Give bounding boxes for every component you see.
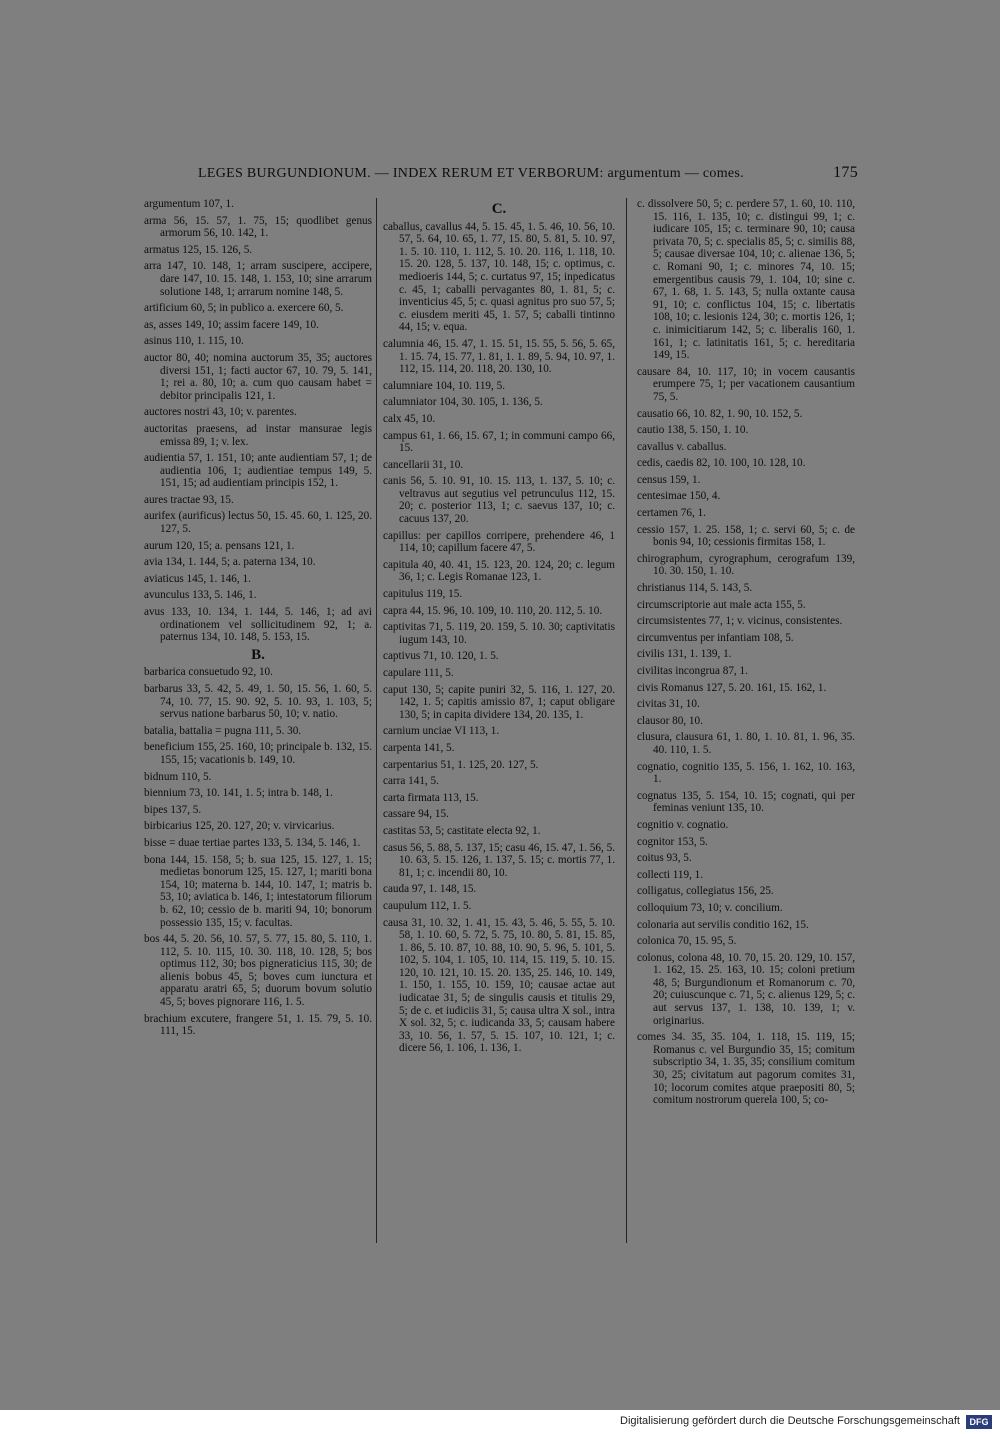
index-entry: circumscriptorie aut male acta 155, 5. [637, 598, 806, 611]
index-entry: centesimae 150, 4. [637, 490, 721, 503]
index-entry: bos 44, 5. 20. 56, 10. 57, 5. 77, 15. 80, 5. 110, 1. 112, 5. 10. 115, 10. 30. 118, 10. 128, 5; bos optimus 112, 30; bos pigneraticius 115, 30; de alienis bobus 45, 5; boves cum iunctura et apparatu aratri 65, 5; duorum bovum solutio 45, 5; boves pignorare 116, 1. 5. [144, 933, 372, 1009]
index-entry: cognitio v. cognatio. [637, 818, 729, 831]
index-entry: colloquium 73, 10; v. concilium. [637, 901, 783, 914]
index-entry: coitus 93, 5. [637, 852, 692, 865]
index-entry: asinus 110, 1. 115, 10. [144, 335, 244, 348]
index-entry: capillus: per capillos corripere, prehendere 46, 1 114, 10; capillum facere 47, 5. [383, 529, 615, 555]
index-column-1 [144, 198, 372, 1042]
index-entry: aurum 120, 15; a. pensans 121, 1. [144, 539, 295, 552]
index-entry: cautio 138, 5. 150, 1. 10. [637, 424, 749, 437]
index-entry: brachium excutere, frangere 51, 1. 15. 79, 5. 10. 111, 15. [144, 1012, 372, 1038]
column-divider [376, 198, 377, 1243]
index-entry: bona 144, 15. 158, 5; b. sua 125, 15. 127, 1. 15; medietas bonorum 125, 15. 127, 1; mariti bona 154, 10; materna b. 144, 10. 147, 1; matris b. 53, 10; aviatica b. 146, 1; intestatorum filiorum b. 62, 10; cessio de b. mariti 94, 10; bonorum possessio 135, 15; v. facultas. [144, 853, 372, 929]
dfg-logo: DFG [966, 1415, 992, 1429]
index-entry: aurifex (aurificus) lectus 50, 15. 45. 60, 1. 125, 20. 127, 5. [144, 510, 372, 536]
index-entry: circumventus per infantiam 108, 5. [637, 631, 794, 644]
index-entry: castitas 53, 5; castitate electa 92, 1. [383, 824, 541, 837]
index-entry: civitas 31, 10. [637, 698, 700, 711]
index-entry: armatus 125, 15. 126, 5. [144, 243, 253, 256]
index-entry: circumsistentes 77, 1; v. vicinus, consistentes. [637, 615, 843, 628]
index-entry: biennium 73, 10. 141, 1. 5; intra b. 148, 1. [144, 787, 333, 800]
index-entry: cognatus 135, 5. 154, 10. 15; cognati, qui per feminas veniunt 135, 10. [637, 789, 855, 815]
index-entry: caupulum 112, 1. 5. [383, 899, 472, 912]
index-entry: calumniator 104, 30. 105, 1. 136, 5. [383, 396, 543, 409]
index-entry: as, asses 149, 10; assim facere 149, 10. [144, 318, 319, 331]
index-entry: beneficium 155, 25. 160, 10; principale b. 132, 15. 155, 15; vacationis b. 149, 10. [144, 741, 372, 766]
index-entry: capulare 111, 5. [383, 667, 454, 679]
index-entry: cavallus v. caballus. [637, 440, 727, 453]
index-entry: clusura, clausura 61, 1. 80, 1. 10. 81, 1. 96, 35. 40. 110, 1. 5. [637, 731, 855, 756]
index-entry: avia 134, 1. 144, 5; a. paterna 134, 10. [144, 556, 316, 569]
index-entry: bipes 137, 5. [144, 803, 202, 816]
index-entry: caput 130, 5; capite puniri 32, 5. 116, 1. 127, 20. 142, 1. 5; capitis amissio 87, 1; caput obligare 130, 5; in capita dividere 134, 20. 135, 1. [383, 683, 615, 721]
index-entry: cauda 97, 1. 148, 15. [383, 883, 477, 896]
index-entry: avunculus 133, 5. 146, 1. [144, 589, 257, 602]
index-entry: carpentarius 51, 1. 125, 20. 127, 5. [383, 758, 539, 771]
section-letter: B. [251, 646, 265, 663]
index-entry: calx 45, 10. [383, 412, 436, 425]
index-entry: auctoritas praesens, ad instar mansurae legis emissa 89, 1; v. lex. [144, 422, 372, 448]
index-entry: colonaria aut servilis conditio 162, 15. [637, 918, 809, 931]
index-entry: cancellarii 31, 10. [383, 458, 464, 471]
index-entry: civilis 131, 1. 139, 1. [637, 648, 732, 661]
index-entry: carpenta 141, 5. [383, 741, 455, 754]
index-entry: causa 31, 10. 32, 1. 41, 15. 43, 5. 46, 5. 55, 5. 10. 58, 1. 10. 60, 5. 72, 5. 75, 10. 80, 5. 81, 15. 85, 1. 86, 5. 10. 87, 10. 88, 10. 90, 5. 96, 5. 101, 5. 102, 5. 104, 1. 105, 10. 114, 15. 119, 5. 10. 15. 120, 10. 121, 10. 15. 20. 135, 25. 146, 10. 149, 1. 150, 1. 155, 10. 159, 10; causae actae aut iudicatae 31, 5; de singulis causis et titulis 29, 5; de c. et iudiciis 31, 5; causa ultra X sol., intra X sol. 32, 5; c. iudicanda 33, 5; causam habere 33, 10. 56, 1. 57, 5. 15. 107, 10. 121, 1; c. dicere 56, 1. 106, 1. 136, 1. [383, 916, 615, 1055]
index-entry: calumniare 104, 10. 119, 5. [383, 379, 505, 392]
index-entry: aures tractae 93, 15. [144, 493, 234, 506]
index-entry: clausor 80, 10. [637, 714, 703, 727]
index-entry: colonus, colona 48, 10. 70, 15. 20. 129, 10. 157, 1. 162, 15. 25. 163, 10. 15; coloni pretium 48, 5; Burgundionum et Romanorum c. 70, 20; cuiuscunque c. 71, 5; c. alienus 129, 5; c. aut servus 137, 1. 138, 10. 139, 1; v. originarius. [637, 951, 855, 1027]
index-entry: aviaticus 145, 1. 146, 1. [144, 572, 251, 585]
index-entry: artificium 60, 5; in publico a. exercere 60, 5. [144, 302, 344, 315]
index-entry: argumentum 107, 1. [144, 198, 234, 210]
index-entry: c. dissolvere 50, 5; c. perdere 57, 1. 60, 10. 110, 15. 116, 1. 135, 10; c. distingui 99, 1; c. iudicare 105, 15; c. terminare 90, 10; causa privata 70, 5; c. specialis 85, 5; c. similis 88, 5; causae diversae 104, 10; c. alienae 136, 5; c. Romani 90, 1; c. minores 74, 10. 15; emergentibus causis 79, 1. 104, 10; sine c. 67, 1. 68, 1. 5. 143, 5; nulla oxtante causa 91, 10; c. conflictus 104, 15; c. libertatis 108, 10; c. lesionis 124, 30; c. mortis 126, 1; c. inimicitiarum 142, 5; c. liberalis 160, 1. 161, 1; c. latinitatis 161, 5; c. hereditaria 149, 15. [637, 198, 855, 362]
index-entry: carnium unciae VI 113, 1. [383, 725, 500, 738]
index-entry: collecti 119, 1. [637, 868, 704, 881]
footer-bar [0, 1410, 1000, 1434]
index-entry: captivitas 71, 5. 119, 20. 159, 5. 10. 30; captivitatis iugum 143, 10. [383, 621, 615, 646]
index-entry: arma 56, 15. 57, 1. 75, 15; quodlibet genus armorum 56, 10. 142, 1. [144, 214, 372, 240]
index-entry: carra 141, 5. [383, 775, 439, 788]
index-entry: auctor 80, 40; nomina auctorum 35, 35; auctores diversi 151, 1; facti auctor 67, 10. 79, 5. 141, 1; rei a. 80, 10; a. cum quo causam habet = debitor principalis 121, 1. [144, 351, 372, 402]
index-entry: casus 56, 5. 88, 5. 137, 15; casu 46, 15. 47, 1. 56, 5. 10. 63, 5. 15. 126, 1. 137, 5. 15; c. mortis 77, 1. 81, 1; c. incendii 80, 10. [383, 841, 615, 879]
index-entry: chirographum, cyrographum, cerografum 139, 10. 30. 150, 1. 10. [637, 552, 855, 578]
index-entry: campus 61, 1. 66, 15. 67, 1; in communi campo 66, 15. [383, 429, 615, 455]
index-entry: bisse = duae tertiae partes 133, 5. 134, 5. 146, 1. [144, 836, 361, 849]
index-entry: bidnum 110, 5. [144, 770, 212, 783]
funding-note: Digitalisierung gefördert durch die Deutsche Forschungsgemeinschaft [620, 1415, 960, 1427]
index-entry: certamen 76, 1. [637, 507, 706, 520]
index-entry: comes 34. 35, 35. 104, 1. 118, 15. 119, 15; Romanus c. vel Burgundio 35, 15; comitum subscriptio 34, 1. 35, 35; consilium comitum 30, 25; civitatum aut pagorum comites 31, 10; locorum comites atque praepositi 80, 5; comitum nostrorum querela 100, 5; co- [637, 1031, 855, 1107]
index-entry: carta firmata 113, 15. [383, 791, 479, 804]
index-entry: canis 56, 5. 10. 91, 10. 15. 113, 1. 137, 5. 10; c. veltravus aut segutius vel petrunculus 112, 15. 20; c. posterior 113, 1; c. saevus 137, 10; c. cacuus 137, 20. [383, 475, 615, 526]
index-entry: cassare 94, 15. [383, 808, 449, 821]
index-entry: caballus, cavallus 44, 5. 15. 45, 1. 5. 46, 10. 56, 10. 57, 5. 64, 10. 65, 1. 77, 15. 80, 5. 81, 5. 10. 97, 1. 5. 10. 110, 1. 112, 5. 10. 20. 116, 1. 118, 10. 15. 20. 128, 5. 137, 10. 148, 15; c. optimus, c. medioeris 144, 5; c. curtatus 97, 15; inpedicatus c. 45, 1; caballi pervagantes 80, 1. 81, 5; c. inventicius 45, 5; c. quasi agnitus pro suo 57, 5; c. eiusdem meriti 45, 1. 57, 5; caballi tintinno 44, 15; v. equa. [383, 220, 615, 334]
index-entry: avus 133, 10. 134, 1. 144, 5. 146, 1; ad avi ordinationem vel sollicitudinem 92, 1; a. paternus 134, 10. 148, 5. 153, 15. [144, 606, 372, 644]
running-title: LEGES BURGUNDIONUM. — INDEX RERUM ET VERBORUM: argumentum — comes. [198, 166, 744, 181]
index-entry: civis Romanus 127, 5. 20. 161, 15. 162, 1. [637, 681, 827, 694]
index-entry: barbarus 33, 5. 42, 5. 49, 1. 50, 15. 56, 1. 60, 5. 74, 10. 77, 15. 90. 92, 5. 10. 93, 1. 103, 5; servus natione barbarus 50, 10; v. natio. [144, 683, 372, 721]
index-entry: census 159, 1. [637, 473, 701, 486]
index-entry: capitulus 119, 15. [383, 588, 463, 601]
index-entry: causatio 66, 10. 82, 1. 90, 10. 152, 5. [637, 407, 803, 420]
column-divider [626, 198, 627, 1243]
section-letter: C. [491, 201, 507, 217]
index-entry: birbicarius 125, 20. 127, 20; v. virvicarius. [144, 820, 335, 833]
index-entry: capra 44, 15. 96, 10. 109, 10. 110, 20. 112, 5. 10. [383, 604, 603, 617]
index-entry: barbarica consuetudo 92, 10. [144, 666, 273, 679]
index-entry: cognatio, cognitio 135, 5. 156, 1. 162, 10. 163, 1. [637, 760, 855, 786]
index-entry: civilitas incongrua 87, 1. [637, 665, 748, 677]
index-entry: captivus 71, 10. 120, 1. 5. [383, 650, 499, 663]
index-entry: calumnia 46, 15. 47, 1. 15. 51, 15. 55, 5. 56, 5. 65, 1. 15. 74, 15. 77, 1. 81, 1. 1. 89, 5. 94, 10. 97, 1. 112, 15. 114, 20. 118, 20. 130, 10. [383, 337, 615, 376]
index-entry: cessio 157, 1. 25. 158, 1; c. servi 60, 5; c. de bonis 94, 10; cessionis firmitas 158, 1. [637, 523, 855, 549]
index-entry: capitula 40, 40. 41, 15. 123, 20. 124, 20; c. legum 36, 1; c. Legis Romanae 123, 1. [383, 558, 615, 584]
index-column-2 [383, 198, 615, 1059]
page-number: 175 [833, 164, 858, 181]
running-header [198, 164, 858, 186]
index-entry: cognitor 153, 5. [637, 835, 708, 848]
index-entry: auctores nostri 43, 10; v. parentes. [144, 406, 297, 419]
index-entry: colonica 70, 15. 95, 5. [637, 935, 737, 948]
index-entry: christianus 114, 5. 143, 5. [637, 582, 753, 595]
index-entry: colligatus, collegiatus 156, 25. [637, 885, 774, 898]
index-entry: cedis, caedis 82, 10. 100, 10. 128, 10. [637, 457, 806, 470]
index-entry: batalia, battalia = pugna 111, 5. 30. [144, 724, 302, 737]
index-entry: causare 84, 10. 117, 10; in vocem causantis erumpere 75, 1; per vacationem causantium 75, 5. [637, 365, 855, 403]
index-entry: arra 147, 10. 148, 1; arram suscipere, accipere, dare 147, 10. 15. 148, 1. 153, 10; sine arrarum solutione 148, 1; arrarum nomine 148, 5. [144, 260, 372, 298]
index-column-3 [637, 198, 855, 1111]
index-entry: audientia 57, 1. 151, 10; ante audientiam 57, 1; de audientia 106, 1; audientiae tempus 149, 5. 151, 15; ad audientiam principis 152, 1. [144, 452, 372, 490]
